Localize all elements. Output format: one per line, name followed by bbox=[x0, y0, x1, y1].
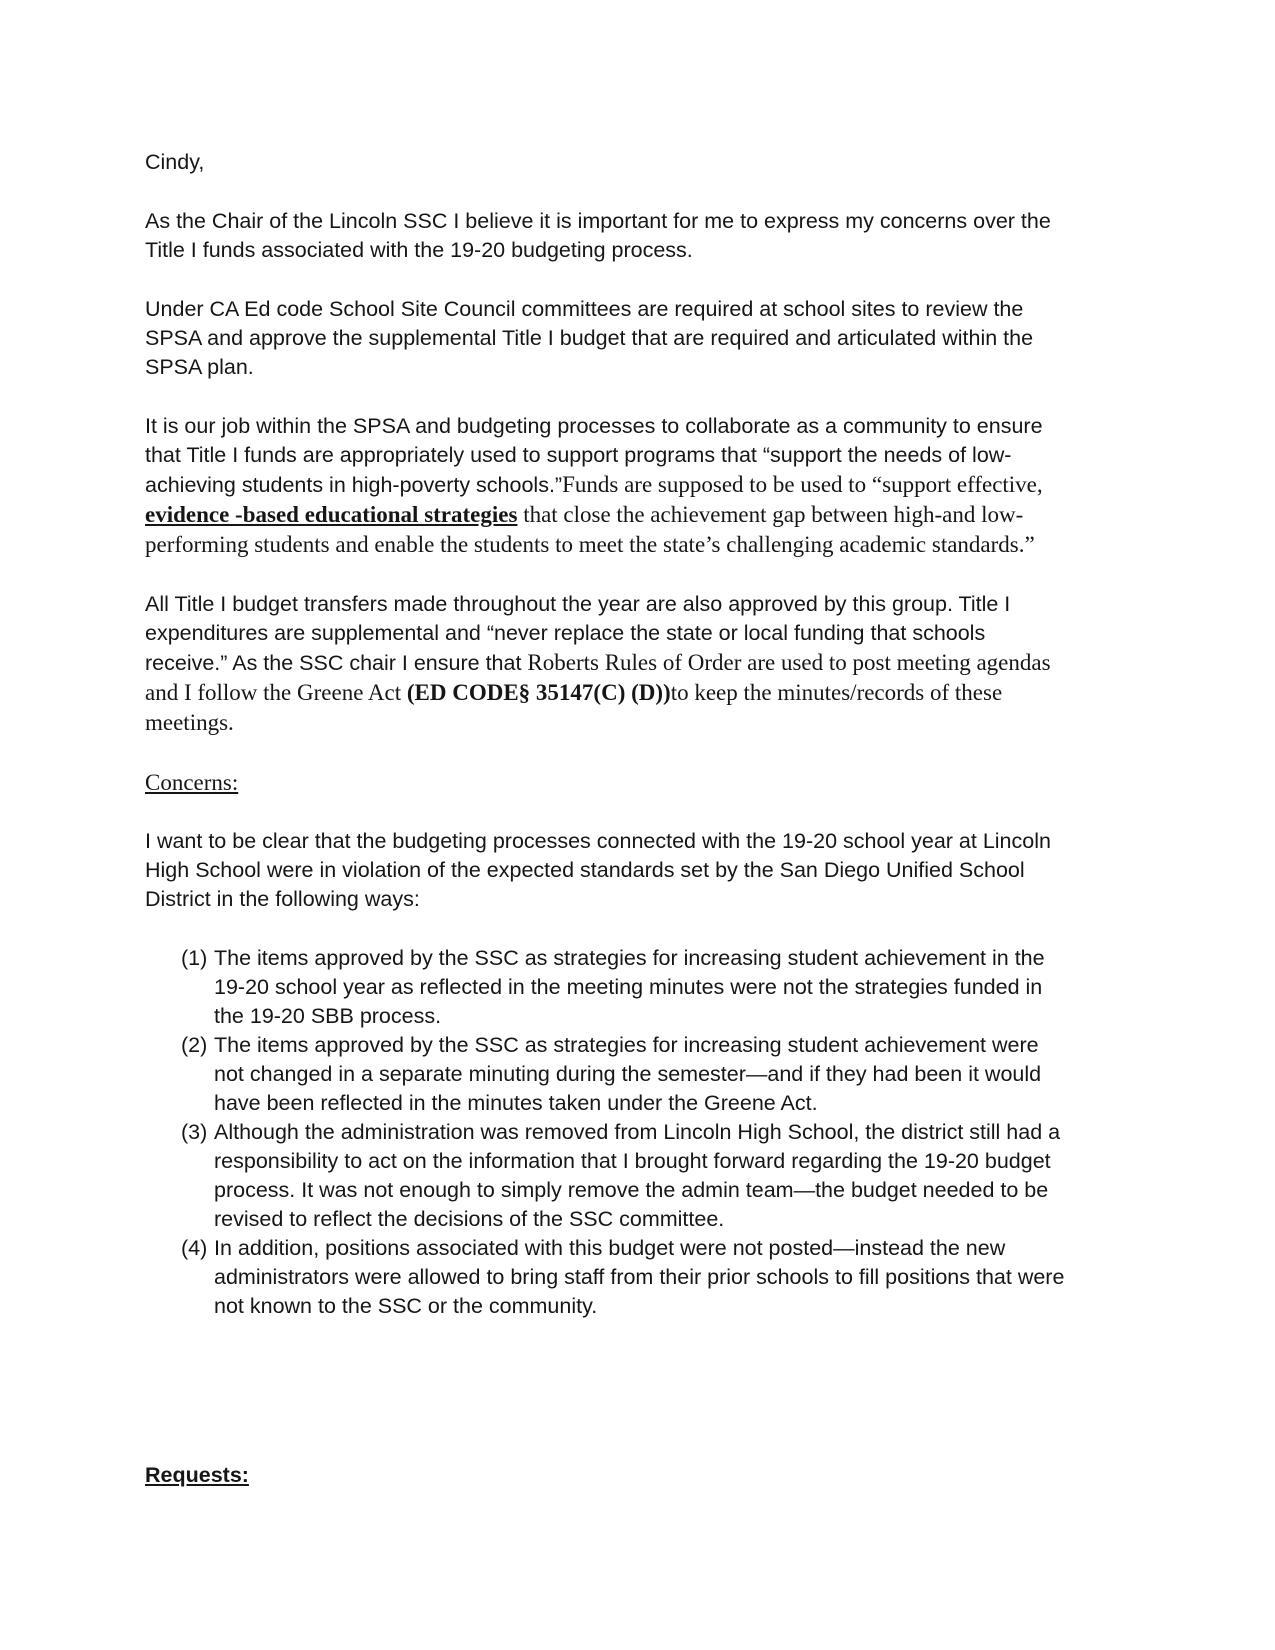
list-number: (4) bbox=[181, 1236, 208, 1260]
paragraph-spsa-collaboration bbox=[145, 412, 1070, 560]
paragraph-ed-code-requirements: Under CA Ed code School Site Council committees are required at school sites to review the SPSA and approve the supplemental Title I budget that are required and articulated within the SPSA plan. bbox=[145, 297, 1034, 379]
paragraph-4-serif-run: Roberts Rules of Order are used to post meeting agendas and I follow the Greene Act bbox=[145, 650, 1051, 705]
letter-body bbox=[145, 148, 1070, 1490]
paragraph-3-bold-underline-run: evidence -based educational strategies bbox=[145, 502, 518, 527]
paragraph-budget-transfers bbox=[145, 590, 1070, 738]
list-number: (3) bbox=[181, 1120, 208, 1144]
concerns-intro: I want to be clear that the budgeting processes connected with the 19-20 school year at Lincoln High School were in violation of the expected standards set by the San Diego Unified School District in the following ways: bbox=[145, 829, 1051, 911]
concerns-list-item-2 bbox=[145, 1031, 1070, 1118]
salutation: Cindy, bbox=[145, 150, 205, 174]
requests-heading: Requests: bbox=[145, 1463, 249, 1487]
list-item-text: In addition, positions associated with this budget were not posted—instead the new administrators were allowed to bring staff from their prior schools to fill positions that were not known to the SSC or the community. bbox=[214, 1236, 1065, 1318]
list-number: (1) bbox=[181, 946, 208, 970]
paragraph-intro-concerns: As the Chair of the Lincoln SSC I believe it is important for me to express my concerns over the Title I funds associated with the 19-20 budgeting process. bbox=[145, 209, 1051, 262]
list-number: (2) bbox=[181, 1033, 208, 1057]
paragraph-3-serif-run: Funds are supposed to be used to “support effective, bbox=[562, 472, 1043, 497]
paragraph-4-sans-run: All Title I budget transfers made throughout the year are also approved by this group. Title I expenditures are supplemental and “never replace the state or local funding that schools receive.” As the SSC chair I ensure that bbox=[145, 592, 1011, 675]
list-item-text: The items approved by the SSC as strategies for increasing student achievement in the 19-20 school year as reflected in the meeting minutes were not the strategies funded in the 19-20 SBB process. bbox=[214, 946, 1045, 1028]
list-item-text: The items approved by the SSC as strategies for increasing student achievement were not changed in a separate minuting during the semester—and if they had been it would have been reflected in the minutes taken under the Greene Act. bbox=[214, 1033, 1042, 1115]
concerns-list-item-3 bbox=[145, 1118, 1070, 1234]
paragraph-3-sans-run: It is our job within the SPSA and budgeting processes to collaborate as a community to ensure that Title I funds are appropriately used to support programs that “support the needs of low-achieving students in high-poverty schools.” bbox=[145, 414, 1043, 497]
paragraph-4-ed-code-run: (ED CODE§ 35147(C) (D)) bbox=[406, 680, 671, 705]
concerns-list-item-4 bbox=[145, 1234, 1070, 1321]
concerns-list-item-1 bbox=[145, 944, 1070, 1031]
paragraph-3-serif-tail-run: that close the achievement gap between high-and low-performing students and enable the students to meet the state’s challenging academic standards.” bbox=[145, 502, 1035, 557]
paragraph-4-serif-tail-run: to keep the minutes/records of these meetings. bbox=[145, 680, 1003, 735]
concerns-heading: Concerns: bbox=[145, 770, 239, 795]
concerns-list bbox=[145, 944, 1070, 1321]
list-item-text: Although the administration was removed from Lincoln High School, the district still had a responsibility to act on the information that I brought forward regarding the 19-20 budget process. It was not enough to simply remove the admin team—the budget needed to be revised to reflect the decisions of the SSC committee. bbox=[214, 1120, 1061, 1231]
